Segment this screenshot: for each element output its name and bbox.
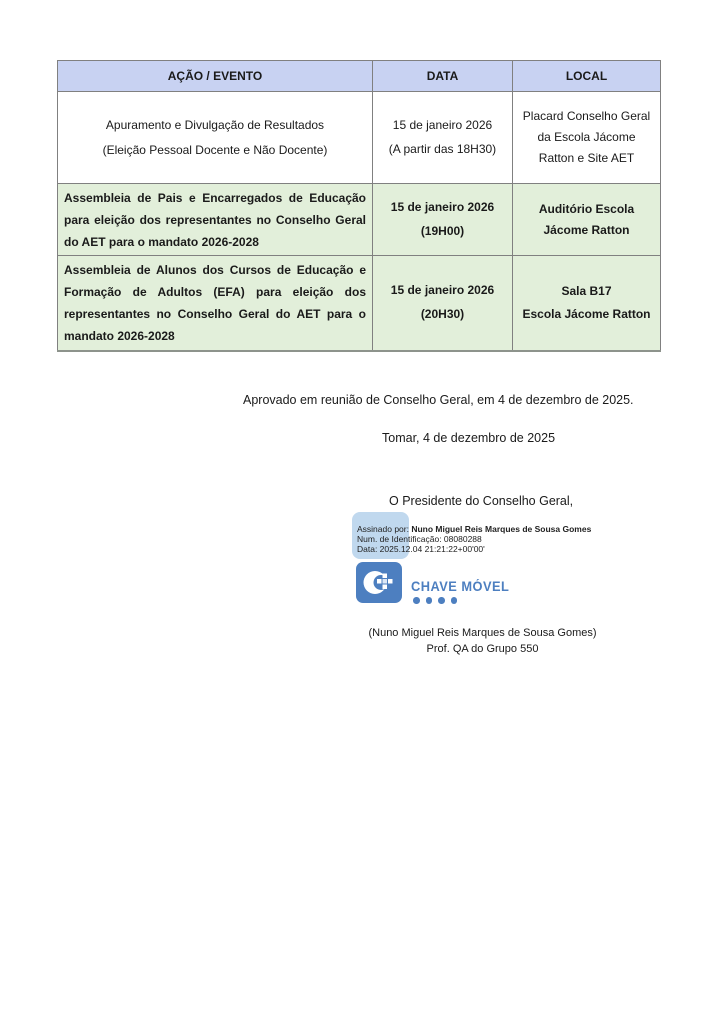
brand-dot [438, 597, 445, 604]
signed-by-name: Nuno Miguel Reis Marques de Sousa Gomes [411, 524, 592, 534]
signer-name-block [330, 625, 635, 657]
signer-name-paren: (Nuno Miguel Reis Marques de Sousa Gomes) [368, 627, 597, 639]
date-line: 15 de janeiro 2026 [390, 200, 495, 214]
column-header-data: DATA [373, 61, 513, 92]
date-line: (19H00) [420, 224, 465, 238]
column-header-acao-evento: AÇÃO / EVENTO [58, 61, 373, 92]
approved-statement: Aprovado em reunião de Conselho Geral, em 4 de dezembro de 2025. [243, 393, 634, 407]
event-cell [58, 92, 373, 184]
date-line: 15 de janeiro 2026 [390, 283, 495, 298]
local-line: Sala B17 [561, 283, 612, 298]
chave-movel-logo-icon [356, 562, 402, 608]
brand-dots [413, 597, 457, 604]
local-cell: Placard Conselho Geral da Escola Jácome Ratton e Site AET [513, 92, 661, 184]
events-table [57, 60, 661, 352]
brand-dot [451, 597, 458, 604]
chave-movel-wordmark: CHAVE MÓVEL [411, 579, 510, 594]
table-row [58, 92, 661, 184]
table-header-row [58, 61, 661, 92]
local-cell [513, 256, 661, 351]
table-row [58, 184, 661, 256]
event-line: (Eleição Pessoal Docente e Não Docente) [102, 142, 328, 157]
signed-by-label: Assinado por: [357, 524, 412, 534]
event-line: Apuramento e Divulgação de Resultados [105, 117, 325, 132]
brand-dot [426, 597, 433, 604]
date-line: 15 de janeiro 2026 [392, 118, 493, 132]
place-date-line: Tomar, 4 de dezembro de 2025 [382, 431, 556, 445]
digital-signature-block [357, 524, 591, 554]
signed-by-line [357, 524, 591, 534]
signer-role: Prof. QA do Grupo 550 [426, 643, 539, 655]
date-cell [373, 92, 513, 184]
date-line: (20H30) [420, 307, 465, 322]
local-cell: Auditório Escola Jácome Ratton [513, 184, 661, 256]
local-line: Escola Jácome Ratton [522, 306, 651, 321]
table-row [58, 256, 661, 351]
date-cell [373, 256, 513, 351]
signature-date-line: Data: 2025.12.04 21:21:22+00'00' [357, 544, 485, 554]
event-cell: Assembleia de Pais e Encarregados de Educação para eleição dos representantes no Conselho Geral do AET para o mandato 2026-2028 [58, 184, 373, 256]
date-cell [373, 184, 513, 256]
column-header-local: LOCAL [513, 61, 661, 92]
signature-id-line: Num. de Identificação: 08080288 [357, 534, 482, 544]
brand-dot [413, 597, 420, 604]
president-line: O Presidente do Conselho Geral, [389, 494, 574, 508]
event-cell: Assembleia de Alunos dos Cursos de Educação e Formação de Adultos (EFA) para eleição dos representantes no Conselho Geral do AET para o mandato 2026-2028 [58, 256, 373, 351]
date-line: (A partir das 18H30) [388, 142, 497, 156]
